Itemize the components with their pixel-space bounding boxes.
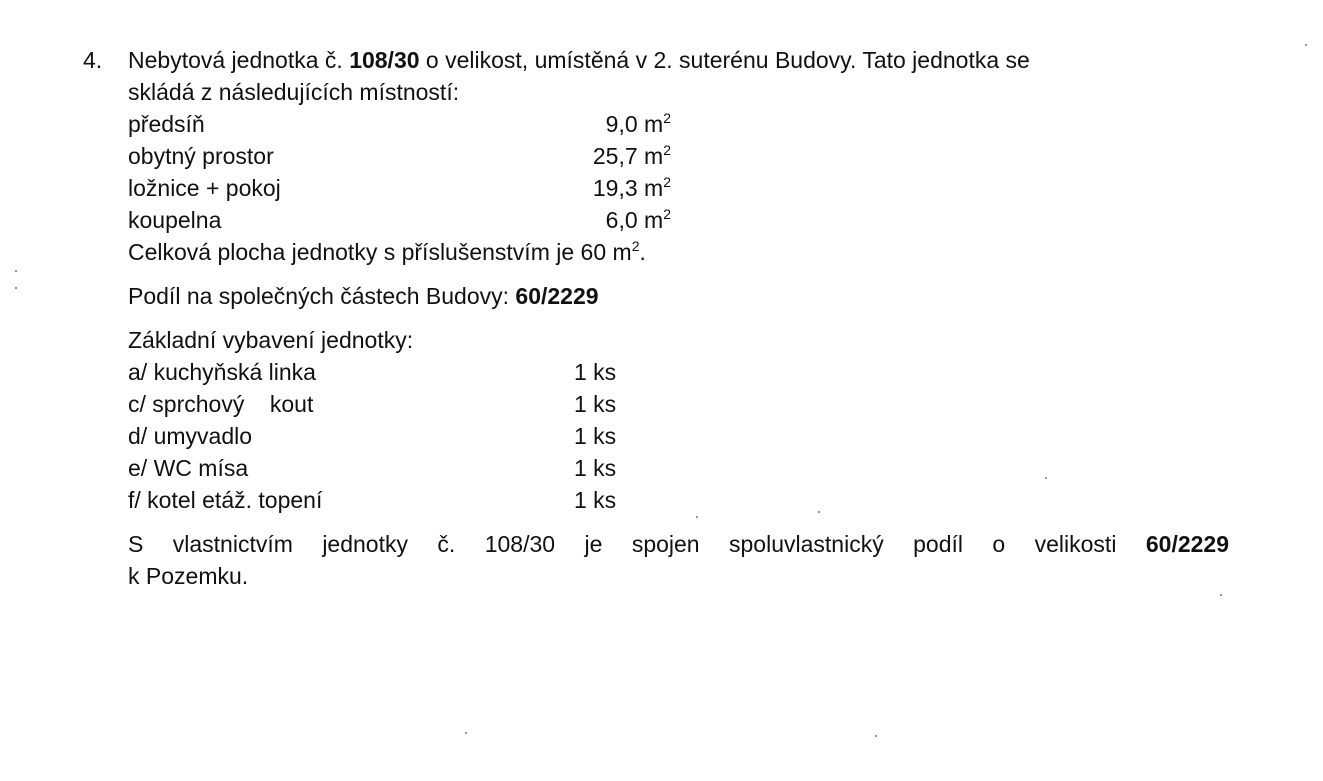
equipment-list [128,356,1228,516]
ownership-line2: k Pozemku. [128,563,249,589]
room-area: 6,0 $m^2$ [605,206,671,233]
share-label: Podíl na společných částech Budovy: [128,283,516,309]
rooms-list [128,108,1228,236]
equipment-qty: 1 ks [574,423,617,449]
room-row: předsíň 9,0 $m^2$ [128,108,1228,140]
room-area: 25,7 $m^2$ [592,142,671,169]
unit-intro-line1 [128,44,1228,76]
ownership-share-value: 60/2229 [1145,531,1229,557]
equipment-row: d/ umyvadlo 1 ks [128,420,1228,452]
equipment-qty: 1 ks [574,391,617,417]
equipment-row: a/ kuchyňská linka 1 ks [128,356,1228,388]
equipment-row: f/ kotel etáž. topení 1 ks [128,484,1228,516]
room-row: obytný prostor 25,7 $m^2$ [128,140,1228,172]
equipment-heading: Základní vybavení jednotky: [128,327,414,353]
intro-suffix: o velikost, umístěná v 2. suterénu Budovy. Tato jednotka se [419,47,1030,73]
room-row: ložnice + pokoj 19,3 $m^2$ [128,172,1228,204]
ownership-line1: S vlastnictvím jednotky č. 108/30 je spojen spoluvlastnický podíl o velikosti 60/2229 [128,531,1229,557]
intro-prefix: Nebytová jednotka č. [128,47,350,73]
room-row: koupelna 6,0 $m^2$ [128,204,1228,236]
section-content [128,44,1228,592]
equipment-qty: 1 ks [574,455,617,481]
unit-intro-line2: skládá z následujících místností: [128,79,460,105]
room-area: 9,0 $m^2$ [605,110,671,137]
share-value: 60/2229 [515,283,599,309]
common-share [128,280,1228,312]
unit-number: 108/30 [349,47,420,73]
equipment-row: e/ WC mísa 1 ks [128,452,1228,484]
equipment-qty: 1 ks [574,359,617,385]
room-area: 19,3 $m^2$ [592,174,671,201]
equipment-qty: 1 ks [574,487,617,513]
section-number: 4. [83,47,103,73]
total-area: Celková plocha jednotky s příslušenstvím je 60 $m^2$. [128,238,646,265]
equipment-row: c/ sprchový kout 1 ks [128,388,1228,420]
